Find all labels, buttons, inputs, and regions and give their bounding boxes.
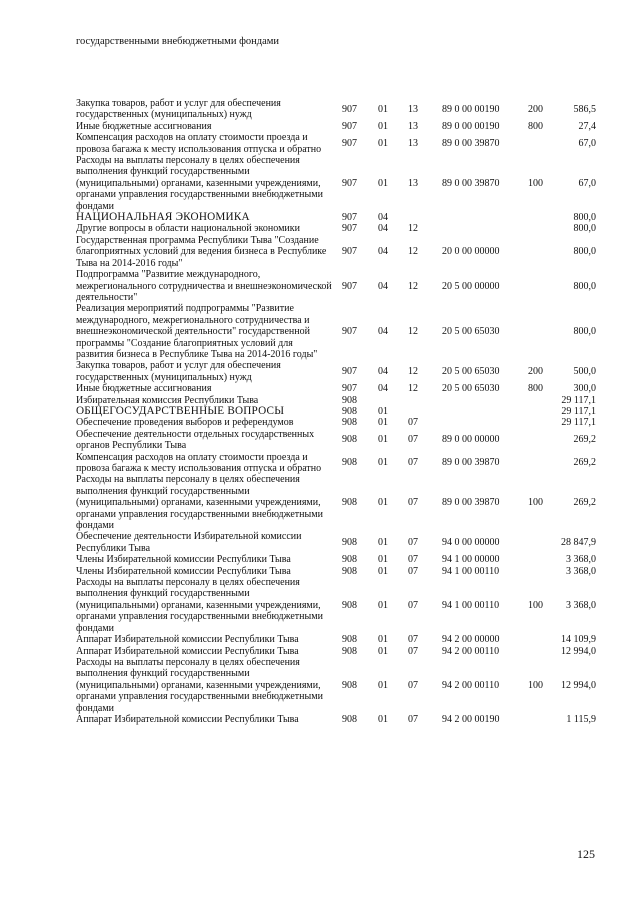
row-subsection-code: 07: [408, 537, 418, 549]
row-ved-code: 908: [342, 565, 357, 577]
row-subsection-code: 07: [408, 434, 418, 446]
row-amount: 12 994,0: [561, 679, 596, 691]
row-amount: 500,0: [573, 366, 596, 378]
row-target-article: 94 2 00 00190: [442, 713, 500, 725]
row-subsection-code: 13: [408, 103, 418, 115]
row-subsection-code: 07: [408, 599, 418, 611]
row-ved-code: 907: [342, 366, 357, 378]
row-name: Закупка товаров, работ и услуг для обеспечения государственных (муниципальных) нужд: [76, 360, 281, 383]
table-row: [76, 121, 596, 132]
row-ved-code: 907: [342, 212, 357, 224]
row-name: Подпрограмма "Развитие международного, межрегионального сотрудничества и внешнеэкономической деятельности": [76, 269, 332, 303]
table-row: [76, 554, 596, 565]
row-expense-type: 200: [528, 103, 543, 115]
row-subsection-code: 07: [408, 634, 418, 646]
row-name: Расходы на выплаты персоналу в целях обеспечения выполнения функций государственными (муниципальными) органами, казенными учреждениями, органами управления государственными внебюджетными фондами: [76, 474, 323, 532]
row-expense-type: 100: [528, 599, 543, 611]
row-ved-code: 908: [342, 417, 357, 429]
row-target-article: 94 2 00 00110: [442, 645, 500, 657]
row-subsection-code: 12: [408, 280, 418, 292]
row-name: Государственная программа Республики Тыва "Создание благоприятных условий для ведения бизнеса в Республике Тыва на 2014-2016 годы": [76, 234, 327, 269]
table-row: [76, 577, 596, 634]
row-section-code: 01: [378, 599, 388, 611]
row-ved-code: 907: [342, 246, 357, 258]
row-amount: 12 994,0: [561, 645, 596, 657]
table-row: [76, 714, 596, 725]
row-amount: 28 847,9: [561, 537, 596, 549]
row-ved-code: 908: [342, 497, 357, 509]
row-ved-code: 907: [342, 223, 357, 235]
row-subsection-code: 07: [408, 565, 418, 577]
row-section-code: 04: [378, 280, 388, 292]
row-ved-code: 907: [342, 120, 357, 132]
row-subsection-code: 13: [408, 137, 418, 149]
row-section-code: 01: [378, 434, 388, 446]
row-subsection-code: 07: [408, 679, 418, 691]
row-subsection-code: 07: [408, 645, 418, 657]
table-row: [76, 429, 596, 452]
table-row: [76, 303, 596, 360]
row-target-article: 94 0 00 00000: [442, 537, 500, 549]
row-ved-code: 907: [342, 177, 357, 189]
row-amount: 29 117,1: [561, 394, 596, 406]
row-name: Обеспечение проведения выборов и референдумов: [76, 417, 294, 429]
table-row: [76, 98, 596, 121]
table-row: [76, 383, 596, 394]
row-target-article: 20 5 00 65030: [442, 326, 500, 338]
row-ved-code: 908: [342, 405, 357, 417]
row-ved-code: 907: [342, 383, 357, 395]
row-name: Члены Избирательной комиссии Республики Тыва: [76, 554, 291, 566]
row-ved-code: 908: [342, 394, 357, 406]
row-amount: 269,2: [573, 497, 596, 509]
row-subsection-code: 12: [408, 223, 418, 235]
row-name: Обеспечение деятельности отдельных государственных органов Республики Тыва: [76, 428, 315, 452]
row-expense-type: 800: [528, 383, 543, 395]
row-name: Компенсация расходов на оплату стоимости проезда и провоза багажа к месту использования отпуска и обратно: [76, 132, 322, 155]
row-section-code: 01: [378, 405, 388, 417]
row-name: Избирательная комиссия Республики Тыва: [76, 394, 259, 406]
row-name: Другие вопросы в области национальной экономики: [76, 223, 300, 235]
row-subsection-code: 13: [408, 120, 418, 132]
row-name: ОБЩЕГОСУДАРСТВЕННЫЕ ВОПРОСЫ: [76, 404, 285, 417]
row-subsection-code: 07: [408, 713, 418, 725]
row-ved-code: 908: [342, 634, 357, 646]
row-target-article: 94 2 00 00110: [442, 679, 500, 691]
row-amount: 3 368,0: [566, 599, 596, 611]
row-section-code: 01: [378, 537, 388, 549]
row-amount: 800,0: [573, 223, 596, 235]
row-amount: 800,0: [573, 246, 596, 258]
row-ved-code: 908: [342, 599, 357, 611]
table-row: [76, 223, 596, 234]
table-row: [76, 634, 596, 645]
row-amount: 586,5: [573, 103, 596, 115]
row-ved-code: 908: [342, 679, 357, 691]
table-row: [76, 474, 596, 531]
row-name: Аппарат Избирательной комиссии Республики Тыва: [76, 645, 299, 657]
row-ved-code: 908: [342, 554, 357, 566]
row-subsection-code: 12: [408, 366, 418, 378]
row-ved-code: 907: [342, 326, 357, 338]
row-section-code: 01: [378, 457, 388, 469]
table-row: [76, 406, 596, 417]
row-section-code: 01: [378, 554, 388, 566]
row-target-article: 89 0 00 39870: [442, 137, 500, 149]
row-ved-code: 908: [342, 537, 357, 549]
row-amount: 14 109,9: [561, 634, 596, 646]
row-section-code: 01: [378, 120, 388, 132]
row-section-code: 04: [378, 212, 388, 224]
row-target-article: 89 0 00 00000: [442, 434, 500, 446]
row-target-article: 20 5 00 65030: [442, 383, 500, 395]
row-name: Реализация мероприятий подпрограммы "Развитие международного, межрегионального сотрудничества и внешнеэкономической деятельности" государственной программы "Создание благоприятных условий для развития бизнеса в Республике Тыва на 2014-2016 годы": [76, 303, 318, 360]
row-section-code: 04: [378, 326, 388, 338]
row-subsection-code: 07: [408, 417, 418, 429]
row-target-article: 20 0 00 00000: [442, 246, 500, 258]
row-target-article: 94 2 00 00000: [442, 634, 500, 646]
row-name: Обеспечение деятельности Избирательной комиссии Республики Тыва: [76, 531, 302, 554]
row-target-article: 89 0 00 00190: [442, 103, 500, 115]
row-expense-type: 100: [528, 679, 543, 691]
row-name: Расходы на выплаты персоналу в целях обеспечения выполнения функций государственными (муниципальными) органами, казенными учреждениями, органами управления государственными внебюджетными фондами: [76, 577, 323, 634]
row-expense-type: 200: [528, 366, 543, 378]
row-target-article: 94 1 00 00000: [442, 554, 500, 566]
row-section-code: 04: [378, 223, 388, 235]
table-row: [76, 132, 596, 155]
row-ved-code: 907: [342, 103, 357, 115]
table-row: [76, 235, 596, 269]
row-ved-code: 908: [342, 457, 357, 469]
budget-table: [76, 98, 596, 725]
row-target-article: 89 0 00 39870: [442, 177, 500, 189]
row-amount: 1 115,9: [566, 713, 596, 725]
row-section-code: 04: [378, 383, 388, 395]
row-section-code: 01: [378, 713, 388, 725]
row-name: Компенсация расходов на оплату стоимости проезда и провоза багажа к месту использования отпуска и обратно: [76, 451, 322, 474]
row-target-article: 89 0 00 39870: [442, 457, 500, 469]
row-section-code: 04: [378, 246, 388, 258]
page-number: 125: [577, 847, 595, 861]
table-row: [76, 155, 596, 212]
row-amount: 29 117,1: [561, 405, 596, 417]
row-amount: 67,0: [578, 137, 596, 149]
row-ved-code: 907: [342, 280, 357, 292]
row-name: Аппарат Избирательной комиссии Республики Тыва: [76, 713, 299, 725]
row-name: НАЦИОНАЛЬНАЯ ЭКОНОМИКА: [76, 211, 250, 224]
table-row: [76, 646, 596, 657]
table-row: [76, 212, 596, 223]
row-name: Закупка товаров, работ и услуг для обеспечения государственных (муниципальных) нужд: [76, 98, 281, 121]
row-amount: 269,2: [573, 434, 596, 446]
row-subsection-code: 13: [408, 177, 418, 189]
table-row: [76, 531, 596, 554]
row-subsection-code: 07: [408, 554, 418, 566]
row-section-code: 04: [378, 366, 388, 378]
row-name: Члены Избирательной комиссии Республики Тыва: [76, 565, 291, 577]
table-row: [76, 452, 596, 475]
row-target-article: 94 1 00 00110: [442, 599, 500, 611]
row-subsection-code: 12: [408, 383, 418, 395]
row-amount: 29 117,1: [561, 417, 596, 429]
continued-text-line: государственными внебюджетными фондами: [76, 36, 280, 47]
row-subsection-code: 12: [408, 326, 418, 338]
row-section-code: 01: [378, 634, 388, 646]
row-name: Аппарат Избирательной комиссии Республики Тыва: [76, 634, 299, 646]
row-section-code: 01: [378, 417, 388, 429]
row-section-code: 01: [378, 679, 388, 691]
row-amount: 800,0: [573, 212, 596, 224]
row-subsection-code: 07: [408, 497, 418, 509]
row-section-code: 01: [378, 177, 388, 189]
table-row: [76, 657, 596, 714]
table-row: [76, 417, 596, 428]
row-ved-code: 908: [342, 713, 357, 725]
row-name: Расходы на выплаты персоналу в целях обеспечения выполнения функций государственными (муниципальными) органами, казенными учреждениями, органами управления государственными внебюджетными фондами: [76, 155, 323, 212]
row-target-article: 89 0 00 39870: [442, 497, 500, 509]
row-amount: 269,2: [573, 457, 596, 469]
row-name: Иные бюджетные ассигнования: [76, 383, 212, 395]
row-ved-code: 907: [342, 137, 357, 149]
row-name: Иные бюджетные ассигнования: [76, 120, 212, 132]
row-subsection-code: 12: [408, 246, 418, 258]
row-expense-type: 800: [528, 120, 543, 132]
row-section-code: 01: [378, 103, 388, 115]
row-target-article: 94 1 00 00110: [442, 565, 500, 577]
row-section-code: 01: [378, 645, 388, 657]
row-target-article: 20 5 00 00000: [442, 280, 500, 292]
row-expense-type: 100: [528, 497, 543, 509]
row-target-article: 20 5 00 65030: [442, 366, 500, 378]
row-amount: 27,4: [578, 120, 596, 132]
row-subsection-code: 07: [408, 457, 418, 469]
row-amount: 800,0: [573, 326, 596, 338]
row-name: Расходы на выплаты персоналу в целях обеспечения выполнения функций государственными (муниципальными) органами, казенными учреждениями, органами управления государственными внебюджетными фондами: [76, 656, 323, 714]
row-amount: 67,0: [578, 177, 596, 189]
table-row: [76, 566, 596, 577]
row-amount: 300,0: [573, 383, 596, 395]
row-ved-code: 908: [342, 434, 357, 446]
row-ved-code: 908: [342, 645, 357, 657]
row-amount: 3 368,0: [566, 554, 596, 566]
row-target-article: 89 0 00 00190: [442, 120, 500, 132]
row-section-code: 01: [378, 137, 388, 149]
table-row: [76, 360, 596, 383]
row-amount: 800,0: [573, 280, 596, 292]
row-section-code: 01: [378, 565, 388, 577]
row-amount: 3 368,0: [566, 565, 596, 577]
row-expense-type: 100: [528, 177, 543, 189]
table-row: [76, 269, 596, 303]
row-section-code: 01: [378, 497, 388, 509]
